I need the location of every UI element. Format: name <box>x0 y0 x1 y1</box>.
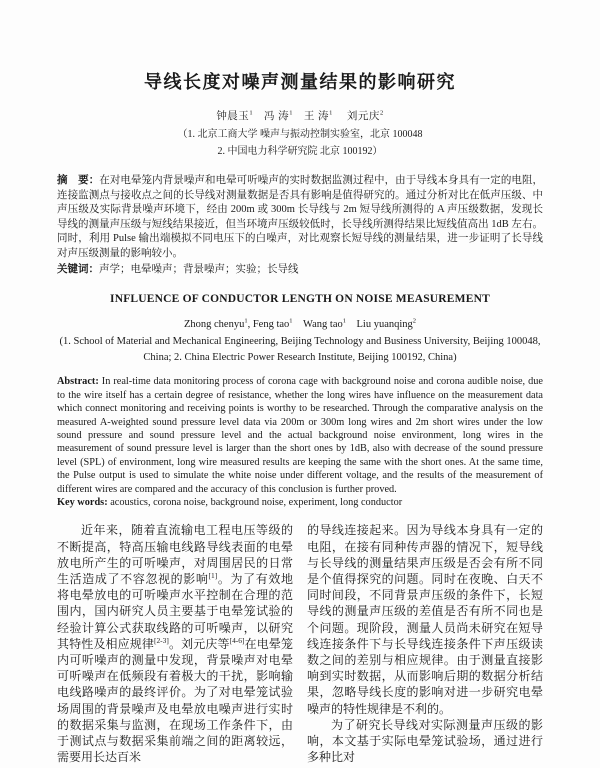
authors-cn: 钟晨玉$^1$ 冯 涛$^1$ 王 涛$^1$ 刘元庆$^2$ <box>216 109 384 122</box>
body-two-columns <box>57 522 543 765</box>
body-right-paragraph-2: 为了研究长导线对实际测量声压级的影响，本文基于实际电晕笼试验场，通过进行多种比对 <box>307 717 543 765</box>
abstract-cn <box>57 173 543 262</box>
keywords-en-label: Key words: <box>57 497 108 509</box>
paper-title-cn: 导线长度对噪声测量结果的影响研究 <box>144 72 456 92</box>
paper-title-en: INFLUENCE OF CONDUCTOR LENGTH ON NOISE MEASUREMENT <box>110 293 490 306</box>
abstract-cn-text: 在对电晕笼内背景噪声和电晕可听噪声的实时数据监测过程中，由于导线本身具有一定的电阻，连接监测点与接收点之间的长导线对测量数据是否具有影响是值得研究的。通过分析对比在低声压级、中声压级及实际背景噪声环境下，经由 200m 或 300m 长导线与 2m 短导线所测得的 A 声压级数据，发现长导线的测量声压级与短线结果接近，但当环境声压级较低时，长导线所测得结果比短线值高出 1dB 左右。同时，利用 Pulse 输出端模拟不同电压下的白噪声，对比观察长短导线的测量结果，进一步证明了长导线对声压级测量的影响较小。 <box>57 175 544 259</box>
keywords-cn <box>57 262 543 278</box>
keywords-cn-text: 声学；电晕噪声；背景噪声；实验；长导线 <box>99 263 299 275</box>
affiliation-cn-line2: 2. 中国电力科学研究院 北京 100192） <box>217 145 383 157</box>
body-right-paragraph-1: 的导线连接起来。因为导线本身具有一定的电阻，在接有同种传声器的情况下，短导线与长导线的测量结果声压级是否会有所不同是个值得探究的问题。同时在夜晚、白天不同时间段，不同背景声压级的条件下，长短导线的测量声压级的差值是否有所不同也是个问题。现阶段，测量人员尚未研究在短导线连接条件下与长导线连接条件下声压级读数之间的差别与相应规律。由于测量直接影响到实时数据，从而影响后期的数据分析结果，忽略导线长度的影响对进一步研究电晕噪声的特性规律是不利的。 <box>307 523 543 716</box>
keywords-cn-label: 关键词： <box>57 262 99 275</box>
keywords-en-text: acoustics, corona noise, background noise, experiment, long conductor <box>107 497 403 509</box>
abstract-en-text: In real-time data monitoring process of corona cage with background noise and corona audible noise, due to the wire itself has a certain degree of resistance, whether the long wires have influence on the measurement data which connect monitoring and receiving points is worthy to be researched. Through the comparative analysis on the measured A-weighted sound pressure level data via 200m or 300m long wires and 2m short wires under the low sound pressure and sound pressure level and the actual background noise environment, long wires in the measurement of sound pressure level is larger than the short ones by 1dB, also with decrease of the sound pressure level (SPL) of environment, long wire measured results are keeping the same with the short ones. At the same time, the Pulse output is used to simulate the white noise under different voltage, and the results of the measurement of different wires are compared and the accuracy of this conclusion is further proved. <box>57 376 543 495</box>
body-column-left <box>57 522 293 765</box>
body-left-paragraph: 近年来，随着直流输电工程电压等级的不断提高，特高压输电线路导线表面的电晕放电所产生的可听噪声，对周围居民的日常生活造成了不容忽视的影响[1]。为了有效地将电晕放电的可听噪声水平控制在合理的范围内，国内研究人员主要基于电晕笼试验的经验计算公式获取线路的可听噪声，以研究其特性及相应规律[2-3]。刘元庆等[4-6]在电晕笼内可听噪声的测量中发现，背景噪声对电晕可听噪声在低频段有着极大的干扰，影响输电线路噪声的最终评价。为了对电晕笼试验场周围的背景噪声及电晕放电噪声进行实时的数据采集与监测，在现场工作条件下，由于测试点与数据采集前端之间的距离较远，需要用长达百米 <box>57 523 293 765</box>
affiliation-cn-line1: （1. 北京工商大学 噪声与振动控制实验室，北京 100048 <box>177 129 423 140</box>
authors-en: Zhong chenyu$^1$, Feng tao$^1$ Wang tao$^1$ Liu yuanqing$^2$ <box>183 317 417 331</box>
abstract-en-label: Abstract: <box>57 376 99 388</box>
abstract-en <box>57 375 543 496</box>
keywords-en <box>57 496 543 509</box>
abstract-cn-label: 摘 要： <box>57 174 100 186</box>
body-column-right <box>307 522 543 765</box>
affiliation-en: (1. School of Material and Mechanical Engineering, Beijing Technology and Business University, Beijing 100048, China; 2. China Electric Power Research Institute, Beijing 100192, China) <box>59 336 541 363</box>
